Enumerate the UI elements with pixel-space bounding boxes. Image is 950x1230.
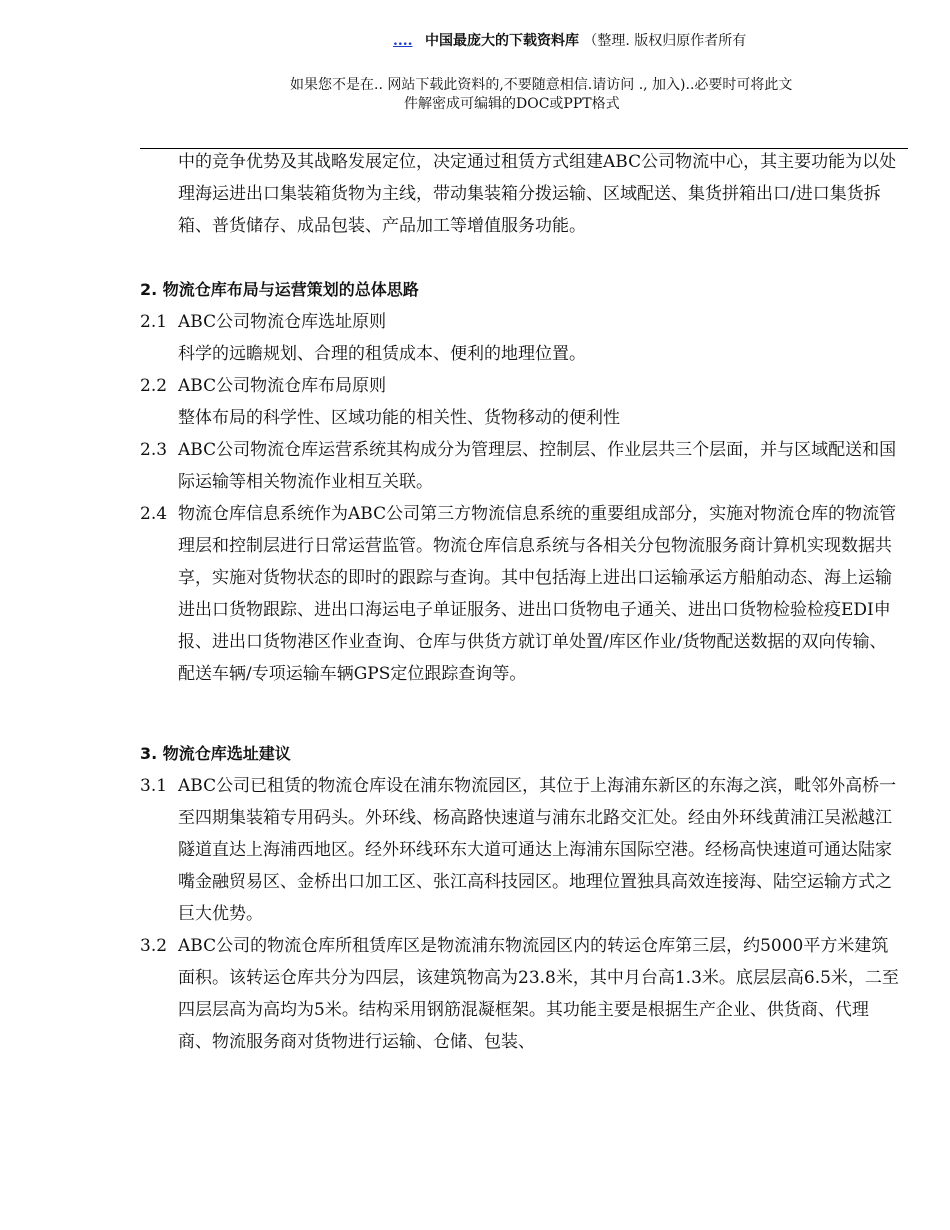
item-title: ABC公司物流仓库选址原则 — [178, 312, 387, 332]
list-item-2-2 — [140, 370, 900, 402]
header-notice — [290, 76, 930, 114]
list-item-2-4 — [140, 498, 900, 690]
item-body: 科学的远瞻规划、合理的租赁成本、便利的地理位置。 — [178, 344, 586, 364]
item-number: 2.3 — [140, 440, 168, 460]
item-title: ABC公司物流仓库布局原则 — [178, 376, 387, 396]
spacer — [140, 242, 900, 274]
intro-paragraph: 中的竞争优势及其战略发展定位，决定通过租赁方式组建ABC公司物流中心，其主要功能为以处理海运进出口集装箱货物为主线，带动集装箱分拨运输、区域配送、集货拼箱出口/进口集货拆箱、普货储存、成品包装、产品加工等增值服务功能。 — [178, 152, 897, 236]
item-number: 3.2 — [140, 936, 168, 956]
document-body — [140, 146, 900, 1058]
header-link[interactable]: .... — [393, 33, 413, 49]
header-notice-line-1: 如果您不是在.. 网站下载此资料的,不要随意相信.请访问 ., 加入)..必要时可将此文 — [290, 77, 793, 93]
header-title: 中国最庞大的下载资料库 — [424, 33, 579, 49]
list-item-3-1 — [140, 770, 900, 930]
item-text: ABC公司的物流仓库所租赁库区是物流浦东物流园区内的转运仓库第三层，约5000平方米建筑面积。该转运仓库共分为四层，该建筑物高为23.8米，其中月台高1.3米。底层层高6.5米，二至四层层高为高均为5米。结构采用钢筋混凝框架。其功能主要是根据生产企业、供货商、代理商、物流服务商对货物进行运输、仓储、包装、 — [178, 936, 899, 1052]
item-body: 整体布局的科学性、区域功能的相关性、货物移动的便利性 — [178, 408, 620, 428]
section-2-heading: 2. 物流仓库布局与运营策划的总体思路 — [140, 280, 419, 299]
item-number: 2.1 — [140, 312, 168, 332]
item-number: 2.4 — [140, 504, 168, 524]
section-3-heading: 3. 物流仓库选址建议 — [140, 744, 291, 763]
item-number: 3.1 — [140, 776, 168, 796]
list-item-3-2 — [140, 930, 900, 1058]
header-notice-line-2: 件解密成可编辑的DOC或PPT格式 — [404, 96, 620, 112]
item-text: 物流仓库信息系统作为ABC公司第三方物流信息系统的重要组成部分，实施对物流仓库的物流管理层和控制层进行日常运营监管。物流仓库信息系统与各相关分包物流服务商计算机实现数据共享，实施对货物状态的即时的跟踪与查询。其中包括海上进出口运输承运方船舶动态、海上运输进出口货物跟踪、进出口海运电子单证服务、进出口货物电子通关、进出口货物检验检疫EDI申报、进出口货物港区作业查询、仓库与供货方就订单处置/库区作业/货物配送数据的双向传输、配送车辆/专项运输车辆GPS定位跟踪查询等。 — [178, 504, 897, 684]
list-item-2-1 — [140, 306, 900, 338]
header-line-1 — [393, 30, 746, 50]
item-text: ABC公司已租赁的物流仓库设在浦东物流园区，其位于上海浦东新区的东海之滨，毗邻外高桥一至四期集装箱专用码头。外环线、杨高路快速道与浦东北路交汇处。经由外环线黄浦江吴淞越江隧道直达上海浦西地区。经外环线环东大道可通达上海浦东国际空港。经杨高快速道可通达陆家嘴金融贸易区、金桥出口加工区、张江高科技园区。地理位置独具高效连接海、陆空运输方式之巨大优势。 — [178, 776, 897, 924]
header-note: （整理. 版权归原作者所有 — [583, 33, 747, 49]
item-number: 2.2 — [140, 376, 168, 396]
list-item-2-3 — [140, 434, 900, 498]
item-text: ABC公司物流仓库运营系统其构成分为管理层、控制层、作业层共三个层面，并与区域配送和国际运输等相关物流作业相互关联。 — [178, 440, 897, 492]
spacer — [140, 690, 900, 738]
